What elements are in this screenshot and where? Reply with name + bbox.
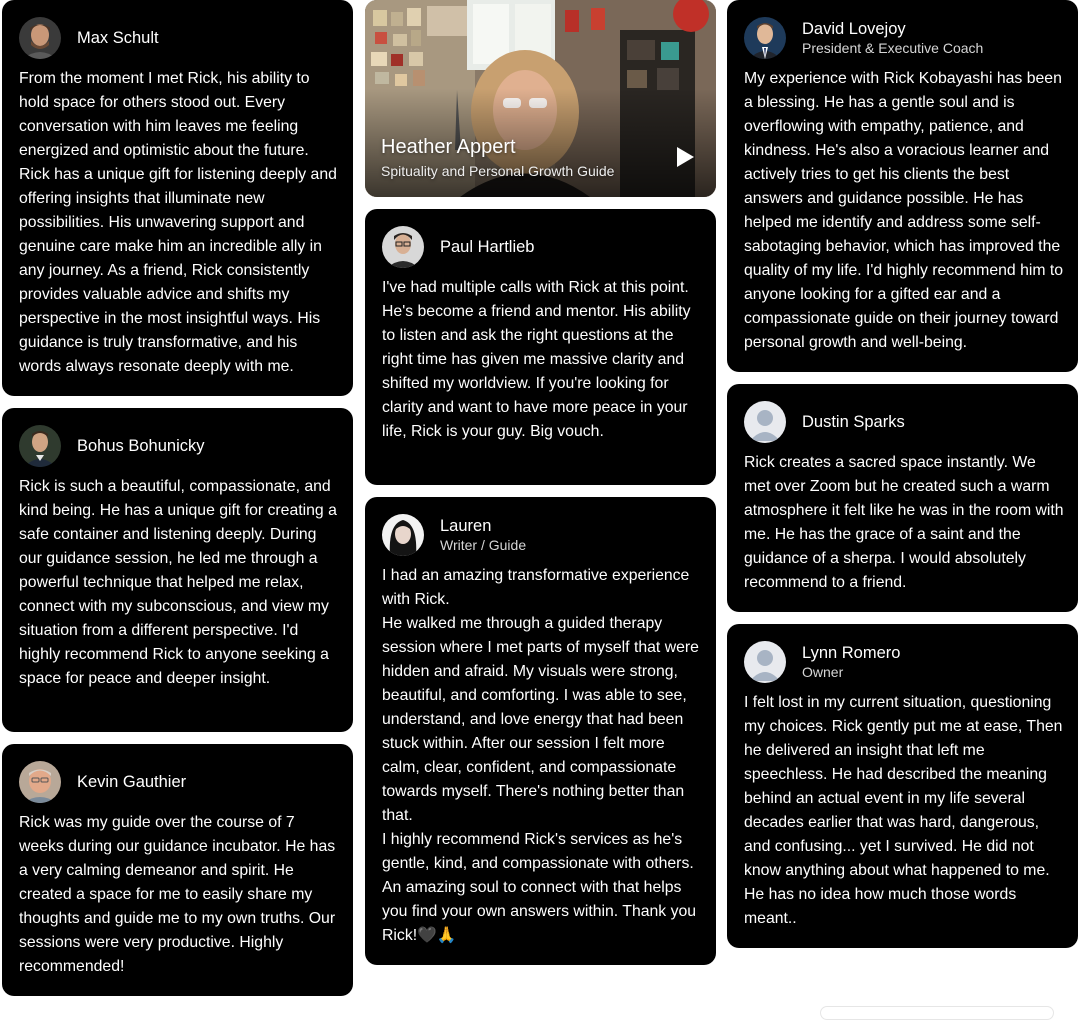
testimonial-text [744, 691, 1064, 931]
reviewer-name: Dustin Sparks [802, 413, 905, 431]
avatar [744, 17, 786, 59]
avatar [19, 425, 61, 467]
testimonial-text [19, 475, 339, 691]
testimonial-paragraph: Rick is such a beautiful, compassionate, and kind being. He has a unique gift for creating a safe container and listening deeply. During our guidance session, he led me through a powerful technique that helped me relax, connect with my subconscious, and view my situation from a different perspective. I'd highly recommend Rick to anyone seeking a space for peace and deeper insight. [19, 478, 337, 687]
testimonial-paragraph: Rick creates a sacred space instantly. We met over Zoom but he created such a warm atmosphere it felt like he was in the room with me. He has the grace of a saint and the guidance of a sherpa. I would absolutely recommend to a friend. [744, 454, 1064, 591]
testimonial-paragraph: My experience with Rick Kobayashi has been a blessing. He has a gentle soul and is overflowing with empathy, patience, and kindness. He's also a voracious learner and actively tries to get his clients the best answers and guidance possible. He has helped me identify and address some self-sabotaging behavior, which has improved the quality of my life. I'd highly recommend him to anyone looking for a gifted ear and a compassionate guide on their journey toward personal growth and well-being. [744, 70, 1064, 351]
reviewer-role: Writer / Guide [440, 537, 527, 553]
reviewer-name: Lynn Romero [802, 644, 901, 662]
testimonial-text [744, 67, 1064, 355]
testimonial-card-kevin-gauthier [2, 744, 353, 996]
testimonial-text [19, 67, 339, 379]
testimonial-header [19, 425, 205, 467]
testimonial-paragraph: I felt lost in my current situation, questioning my choices. Rick gently put me at ease, Then he delivered an insight that left me speechless. He had described the meaning behind an actual event in my life several decades earlier that was hard, dangerous, and confusing... yet I survived. He did not know anything about what happened to me. He has no idea how much those words meant.. [744, 694, 1063, 927]
testimonial-text [382, 564, 702, 948]
testimonial-header [19, 17, 159, 59]
play-icon[interactable] [674, 146, 696, 168]
testimonial-paragraph: I had an amazing transformative experience with Rick. [382, 567, 690, 608]
next-card-edge [820, 1006, 1054, 1020]
default-user-avatar [744, 641, 786, 683]
reviewer-role: President & Executive Coach [802, 40, 984, 56]
testimonial-paragraph: From the moment I met Rick, his ability to hold space for others stood out. Every conversation with him leaves me feeling energized and optimistic about the future. Rick has a unique gift for listening deeply and offering insights that illuminate new possibilities. His unwavering support and genuine care make him an incredible ally in any journey. As a friend, Rick consistently provides valuable advice and shifts my perspective in the most insightful ways. His guidance is truly transformative, and his words always resonate deeply with me. [19, 70, 337, 375]
testimonial-card-lynn-romero [727, 624, 1078, 948]
testimonial-paragraph: He walked me through a guided therapy session where I met parts of myself that were hidden and afraid. My visuals were strong, beautiful, and comforting. I was able to see, understand, and love energy that had been stuck within. After our session I felt more calm, clear, confident, and compassionate towards myself. There's nothing better than that. [382, 615, 699, 824]
avatar [19, 761, 61, 803]
avatar [19, 17, 61, 59]
testimonial-card-david-lovejoy [727, 0, 1078, 372]
video-speaker-name: Heather Appert [381, 136, 516, 158]
testimonial-header [19, 761, 186, 803]
reviewer-role: Owner [802, 664, 844, 680]
testimonial-header [744, 17, 983, 59]
avatar [382, 514, 424, 556]
video-speaker-role: Spituality and Personal Growth Guide [381, 163, 615, 179]
video-testimonial-card[interactable] [365, 0, 716, 197]
testimonial-card-dustin-sparks [727, 384, 1078, 612]
testimonial-paragraph: Rick was my guide over the course of 7 weeks during our guidance incubator. He has a very calming demeanor and spirit. He created a space for me to easily share my thoughts and guide me to my own truths. Our sessions were very productive. Highly recommended! [19, 814, 336, 975]
testimonial-paragraph: I highly recommend Rick's services as he's gentle, kind, and compassionate with others. An amazing soul to connect with that helps you find your own answers within. Thank you Rick!🖤🙏 [382, 831, 697, 944]
testimonial-card-max-schult [2, 0, 353, 396]
testimonial-card-paul-hartlieb [365, 209, 716, 485]
testimonial-header [744, 641, 900, 683]
reviewer-name: Kevin Gauthier [77, 773, 187, 791]
testimonial-header [382, 226, 534, 268]
testimonial-paragraph: I've had multiple calls with Rick at this point. He's become a friend and mentor. His ability to listen and ask the right questions at the right time has given me massive clarity and shifted my worldview. If you're looking for clarity and want to have more peace in your life, Rick is your guy. Big vouch. [382, 279, 691, 440]
default-user-avatar [744, 401, 786, 443]
reviewer-name: Lauren [440, 517, 492, 535]
testimonial-header [744, 401, 905, 443]
reviewer-name: Max Schult [77, 29, 159, 47]
reviewer-name: David Lovejoy [802, 20, 906, 38]
reviewer-name: Bohus Bohunicky [77, 437, 205, 455]
testimonial-text [382, 276, 702, 444]
testimonial-card-lauren [365, 497, 716, 965]
reviewer-name: Paul Hartlieb [440, 238, 535, 256]
testimonial-header [382, 514, 526, 556]
avatar [382, 226, 424, 268]
testimonial-card-bohus-bohunicky [2, 408, 353, 732]
testimonial-text [19, 811, 339, 979]
testimonial-text [744, 451, 1064, 595]
